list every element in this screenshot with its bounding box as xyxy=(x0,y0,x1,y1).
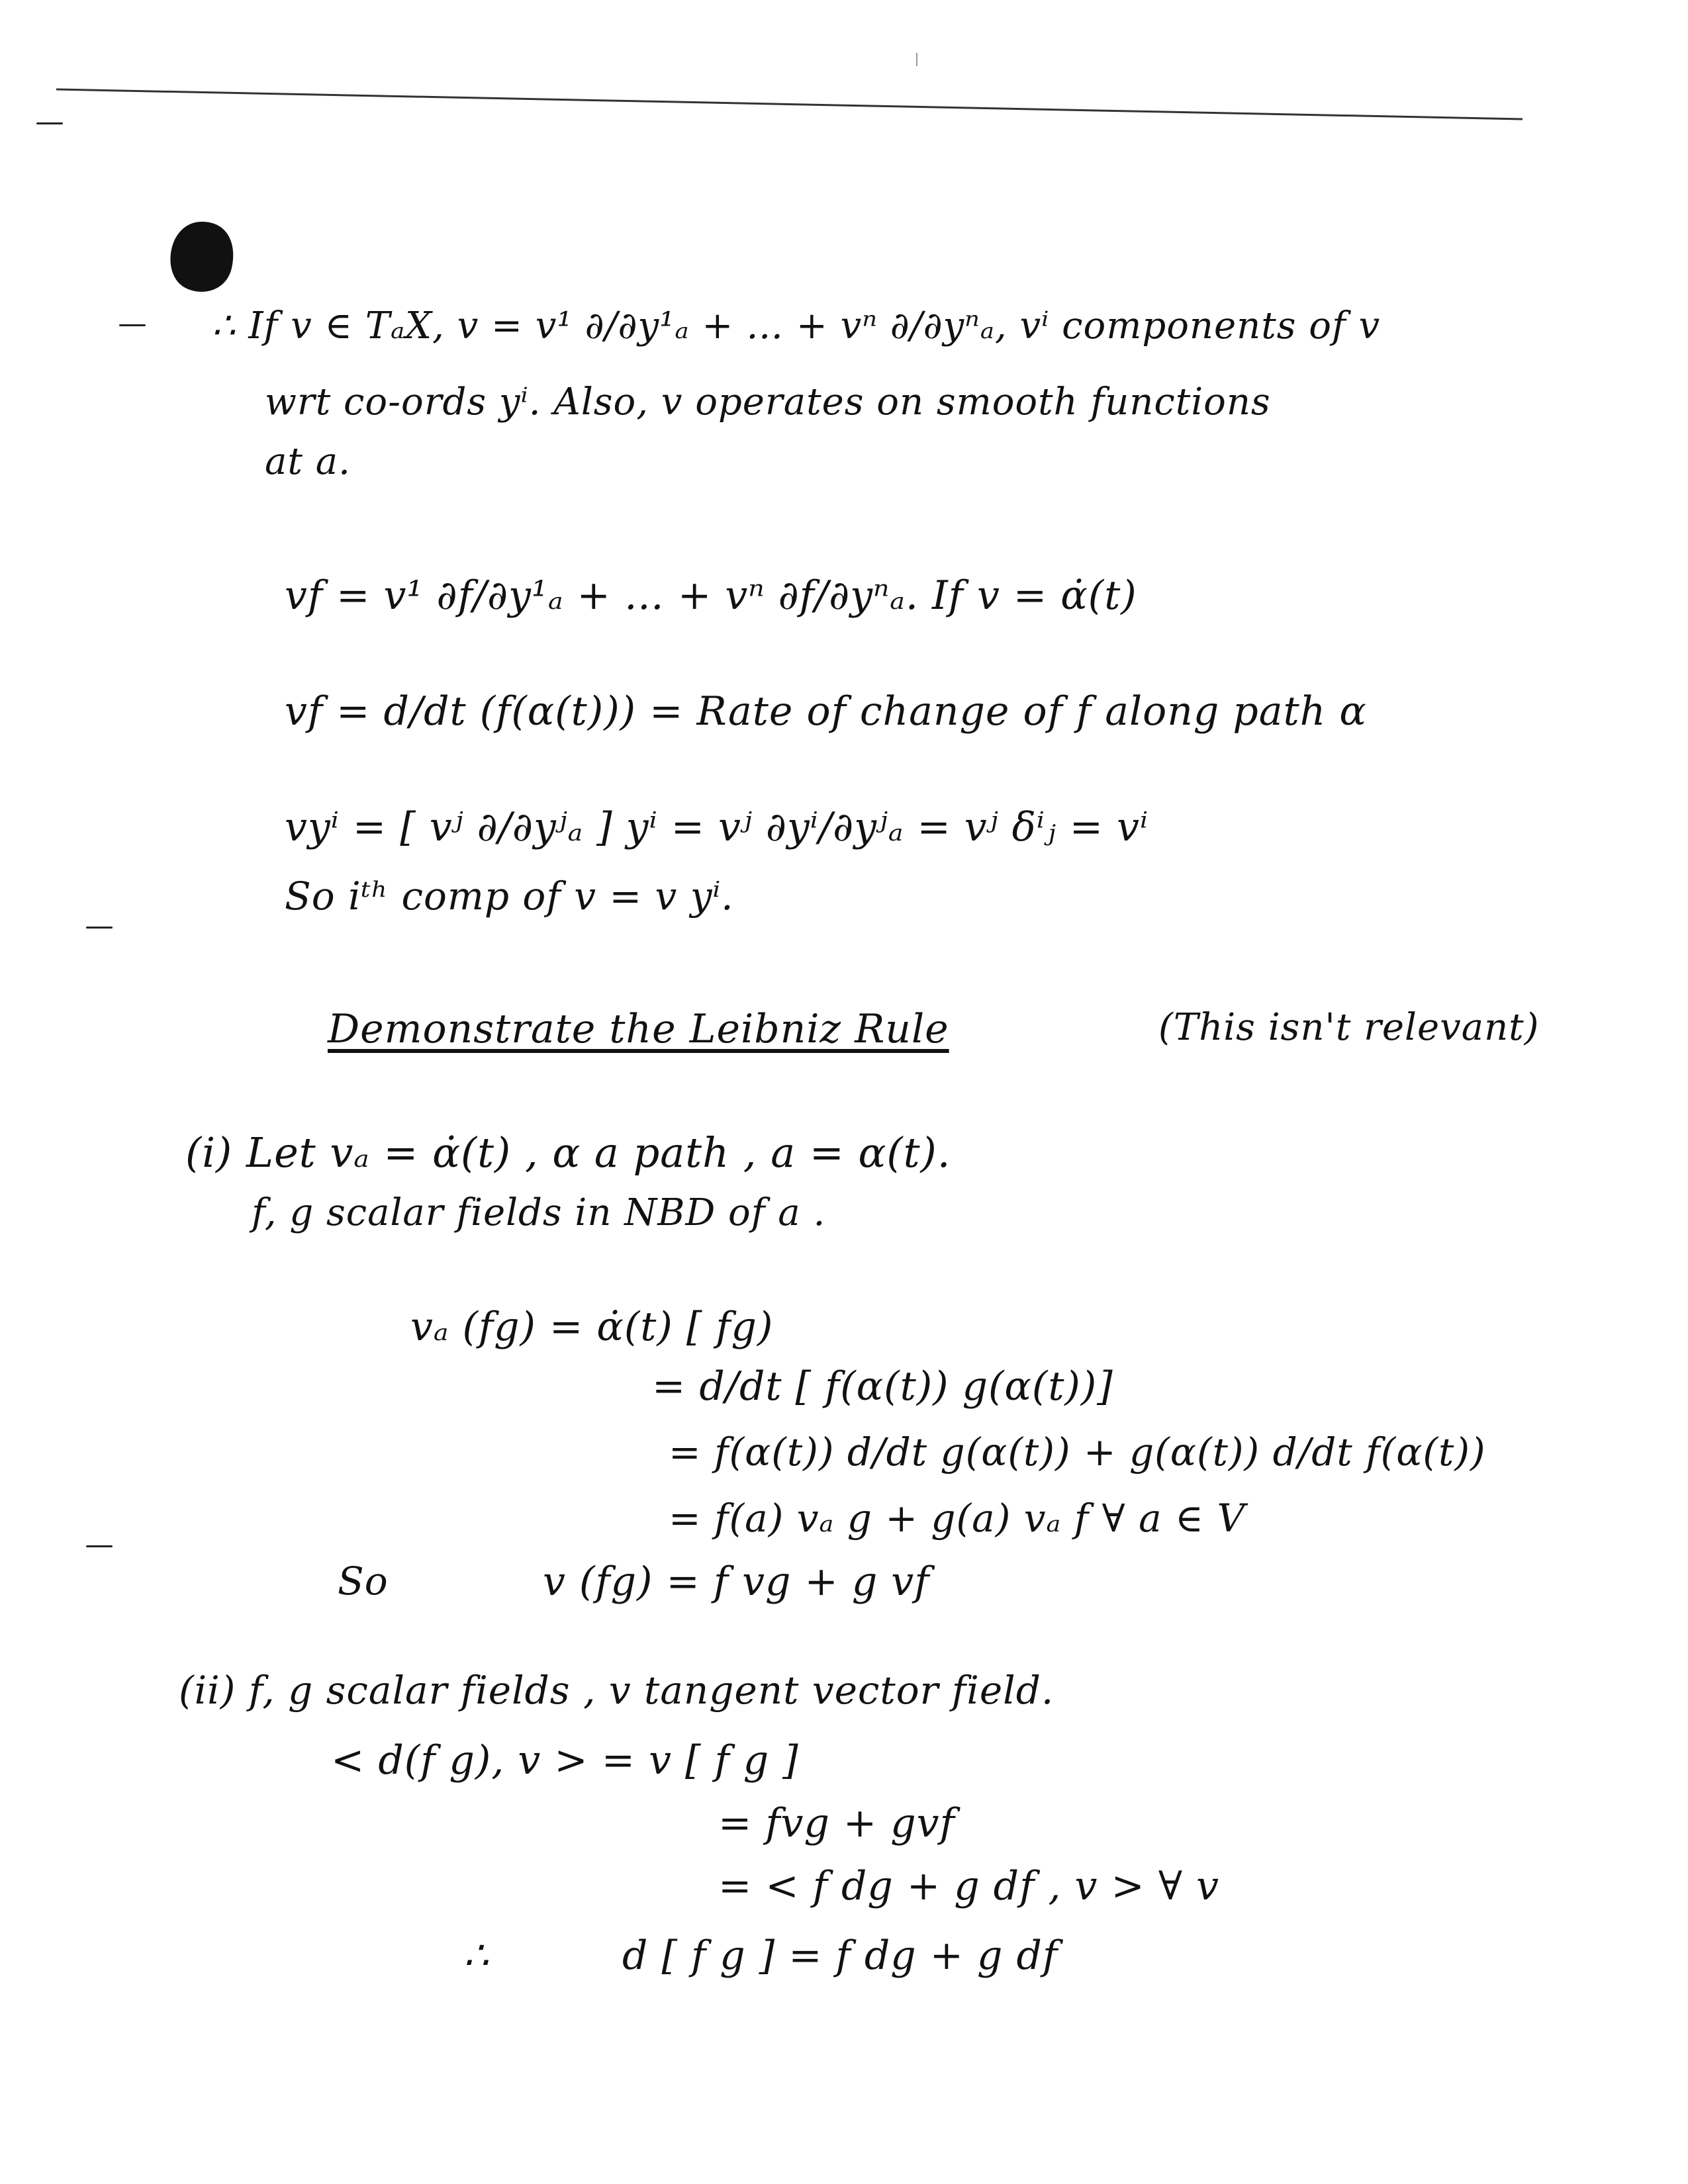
line-13: = f(α(t)) d/dt g(α(t)) + g(α(t)) d/dt f(α(t)) xyxy=(669,1430,1486,1475)
line-15-result: v (fg) = f vg + g vf xyxy=(543,1559,930,1605)
line-15-so: So xyxy=(338,1559,389,1604)
ink-blot xyxy=(165,218,238,298)
margin-tick-2 xyxy=(119,324,146,326)
line-11: vₐ (fg) = α̇(t) [ fg) xyxy=(410,1304,774,1350)
line-17: < d(f g), v > = v [ f g ] xyxy=(331,1737,799,1784)
line-5: vf = d/dt (f(α(t))) = Rate of change of f along path α xyxy=(285,688,1367,735)
margin-tick-3 xyxy=(86,927,113,929)
line-7: So iᵗʰ comp of v = v yⁱ. xyxy=(285,874,734,919)
line-4: vf = v¹ ∂f/∂y¹ₐ + … + vⁿ ∂f/∂yⁿₐ. If v = α̇(t) xyxy=(285,572,1137,619)
line-18: = fvg + gvf xyxy=(718,1800,955,1846)
line-20-therefore: ∴ xyxy=(463,1933,490,1979)
heading-aside: (This isn't relevant) xyxy=(1158,1006,1540,1049)
line-9: (i) Let vₐ = α̇(t) , α a path , a = α(t). xyxy=(185,1128,951,1177)
line-14: = f(a) vₐ g + g(a) vₐ f ∀ a ∈ V xyxy=(669,1496,1246,1541)
line-10: f, g scalar fields in NBD of a . xyxy=(252,1191,826,1234)
line-19: = < f dg + g df , v > ∀ v xyxy=(718,1863,1220,1909)
line-12: = d/dt [ f(α(t)) g(α(t))] xyxy=(652,1363,1113,1410)
section-heading-leibniz: Demonstrate the Leibniz Rule xyxy=(328,1006,949,1052)
margin-tick-4 xyxy=(86,1545,113,1547)
line-6: vyⁱ = [ vʲ ∂/∂yʲₐ ] yⁱ = vʲ ∂yⁱ/∂yʲₐ = vʲ δⁱⱼ = vⁱ xyxy=(285,804,1149,850)
line-16: (ii) f, g scalar fields , v tangent vector field. xyxy=(179,1668,1055,1713)
line-2: wrt co-ords yⁱ. Also, v operates on smooth functions xyxy=(265,381,1271,424)
line-1: ∴ If v ∈ TₐX, v = v¹ ∂/∂y¹ₐ + … + vⁿ ∂/∂yⁿₐ, vⁱ components of v xyxy=(212,304,1381,347)
line-3: at a. xyxy=(265,440,351,483)
margin-tick-1 xyxy=(36,122,63,124)
line-20-result: d [ f g ] = f dg + g df xyxy=(622,1933,1058,1979)
